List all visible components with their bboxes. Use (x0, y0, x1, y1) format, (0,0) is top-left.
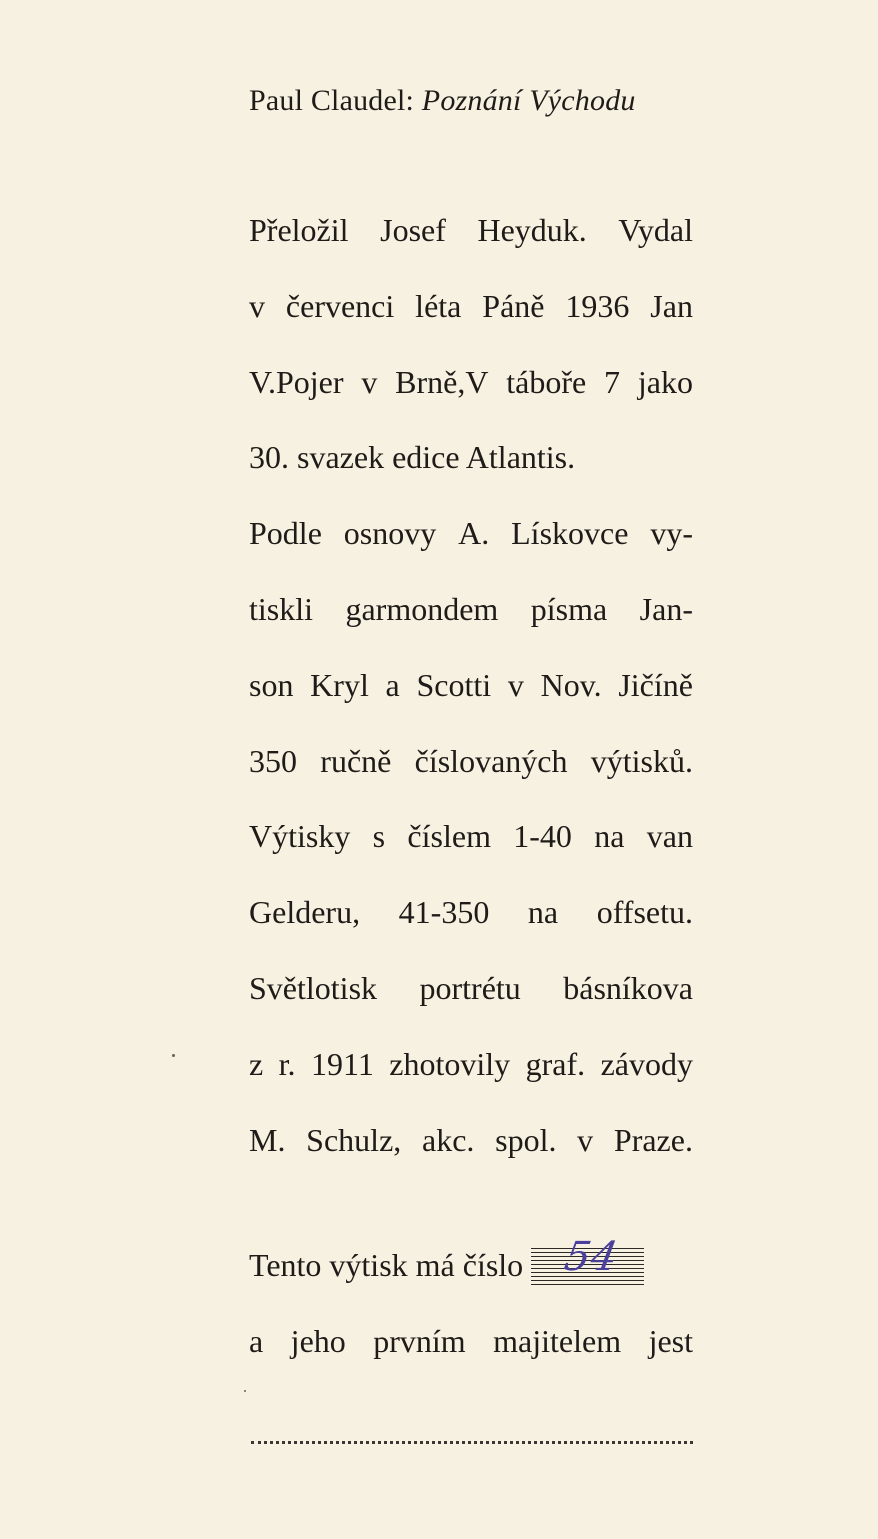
colophon-word: Gelderu, (249, 894, 361, 931)
book-title-header (249, 84, 636, 118)
colophon-word: písma (530, 590, 608, 627)
colophon-word: v (507, 666, 524, 703)
colophon-word: Podle (249, 515, 322, 552)
colophon-word: Vydal (618, 212, 693, 248)
colophon-word: son (249, 666, 294, 703)
colophon-word: offsetu. (596, 894, 693, 931)
owner-line-word: majitelem (493, 1323, 622, 1359)
book-title: Poznání Východu (421, 84, 636, 117)
colophon-word: s (372, 818, 386, 855)
colophon-word: van (646, 818, 693, 855)
colophon-word: V.Pojer (249, 363, 344, 400)
colophon-word: r. (278, 1045, 296, 1082)
colophon-word: Heyduk. (477, 212, 587, 248)
colophon-word: portrétu (419, 969, 521, 1006)
copy-number-field (531, 1234, 644, 1290)
colophon-word: 1936 (565, 287, 630, 324)
colophon-word: na (527, 894, 559, 931)
colophon-line (249, 736, 693, 812)
colophon-word: Přeložil (249, 212, 349, 248)
colophon-word: 350 (249, 742, 297, 779)
colophon-word: Nov. (540, 666, 602, 703)
colophon-word: číslovaných (414, 742, 568, 779)
colophon-line (249, 357, 693, 433)
colophon-word: v (249, 287, 265, 324)
colophon-line (249, 205, 693, 281)
colophon-word: A. (458, 515, 490, 552)
colophon-word: na (594, 818, 625, 855)
colophon-line (249, 281, 693, 357)
colophon-word: jako (637, 363, 693, 400)
colophon-word: Brně,V (395, 363, 489, 400)
owner-line-word: jest (648, 1323, 693, 1359)
colophon-word: spol. (495, 1121, 557, 1158)
colophon-word: Schulz, (306, 1121, 402, 1158)
owner-line-word: a (249, 1323, 264, 1359)
colophon-word: Jan (650, 287, 693, 324)
colophon-word: 1-40 (513, 818, 572, 855)
colophon-word: číslem (407, 818, 491, 855)
colophon-word: graf. (525, 1045, 586, 1082)
colophon-word: garmondem (345, 590, 499, 627)
colophon-line (249, 963, 693, 1039)
owner-line-word: jeho (290, 1323, 346, 1359)
colophon-word: závody (600, 1045, 693, 1082)
handwritten-copy-number: 54 (561, 1234, 623, 1280)
owner-line (249, 1316, 693, 1366)
paper-speck (244, 1390, 246, 1392)
copy-number-line (249, 1234, 693, 1290)
colophon-word: léta (415, 287, 462, 324)
paper-speck (172, 1054, 175, 1057)
author-name: Paul Claudel: (249, 84, 415, 117)
colophon-word: Scotti (416, 666, 492, 703)
colophon-word: Kryl (310, 666, 369, 703)
colophon-word: básníkova (563, 969, 693, 1006)
colophon-word: a (385, 666, 400, 703)
colophon-word: v (361, 363, 378, 400)
colophon-word: Praze. (613, 1121, 693, 1158)
colophon-word: 7 (604, 363, 621, 400)
colophon-line (249, 1039, 693, 1115)
colophon-word: z (249, 1045, 264, 1082)
colophon-word: tiskli (249, 590, 314, 627)
colophon-word: táboře (506, 363, 587, 400)
colophon-word: 1911 (311, 1045, 374, 1082)
colophon-line (249, 584, 693, 660)
colophon-word: Jičíně (618, 666, 693, 703)
colophon-word: akc. (421, 1121, 475, 1158)
colophon-text (249, 205, 693, 1190)
colophon-word: M. (249, 1121, 286, 1158)
colophon-word: Jan- (639, 590, 693, 627)
owner-signature-line (251, 1441, 693, 1444)
colophon-line (249, 508, 693, 584)
copy-number-label: Tento výtisk má číslo (249, 1247, 524, 1283)
colophon-word: 41-350 (398, 894, 490, 931)
colophon-word: zhotovily (389, 1045, 511, 1082)
owner-line-word: prvním (373, 1323, 466, 1359)
colophon-word: Josef (380, 212, 446, 248)
colophon-word: osnovy (343, 515, 437, 552)
colophon-word: vy- (650, 515, 693, 552)
colophon-word: Výtisky (249, 818, 351, 855)
colophon-word: Páně (482, 287, 545, 324)
colophon-line: 30. svazek edice Atlantis. (249, 439, 576, 476)
colophon-word: v (577, 1121, 594, 1158)
colophon-line (249, 811, 693, 887)
colophon-word: výtisků. (590, 742, 693, 779)
colophon-line (249, 887, 693, 963)
colophon-word: ručně (320, 742, 392, 779)
colophon-line (249, 660, 693, 736)
colophon-word: Světlotisk (249, 969, 378, 1006)
colophon-word: červenci (285, 287, 395, 324)
colophon-line (249, 1115, 693, 1191)
colophon-word: Lískovce (511, 515, 629, 552)
